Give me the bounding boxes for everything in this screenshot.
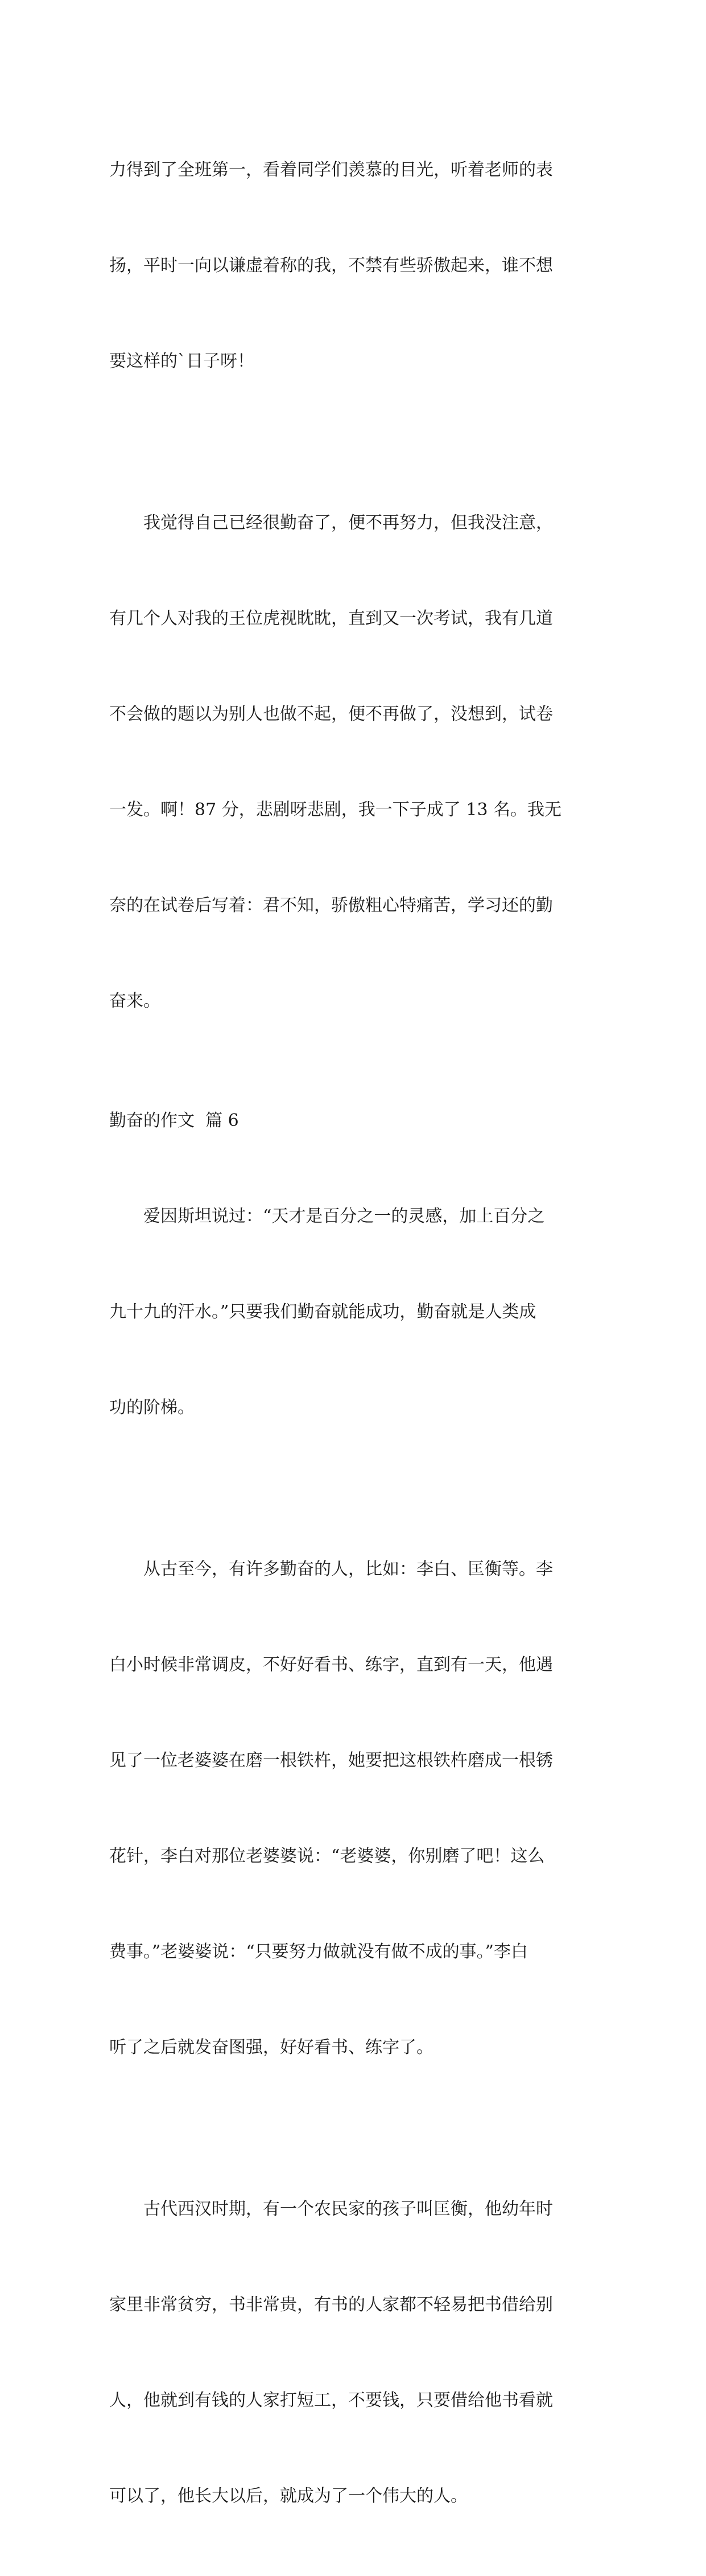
text-line: 费事。”老婆婆说：“只要努力做就没有做不成的事。”李白 — [109, 1942, 529, 1962]
text-line: 有几个人对我的王位虎视眈眈，直到又一次考试，我有几道 — [109, 609, 553, 628]
text-line: 人，他就到有钱的人家打短工，不要钱，只要借给他书看就 — [109, 2390, 553, 2410]
paragraph-kuangheng — [109, 2130, 603, 2576]
text-line: 家里非常贫穷，书非常贵，有书的人家都不轻易把书借给别 — [109, 2295, 553, 2315]
text-line: 听了之后就发奋图强，好好看书、练字了。 — [109, 2037, 433, 2057]
text-line: 要这样的`日子呀！ — [109, 351, 254, 371]
paragraph-continued — [109, 91, 603, 441]
text-line: 不会做的题以为别人也做不起，便不再做了，没想到，试卷 — [109, 704, 553, 724]
paragraph-einstein — [109, 1137, 603, 1488]
text-line: 一发。啊！87 分，悲剧呀悲剧，我一下子成了 13 名。我无 — [109, 800, 562, 820]
text-line: 花针，李白对那位老婆婆说：“老婆婆，你别磨了吧！这么 — [109, 1846, 545, 1866]
text-line: 从古至今，有许多勤奋的人，比如：李白、匡衡等。李 — [109, 1559, 553, 1579]
section-title: 勤奋的作文 篇 6 — [109, 1111, 239, 1131]
paragraph-libai — [109, 1490, 603, 2127]
text-line: 可以了，他长大以后，就成为了一个伟大的人。 — [109, 2486, 468, 2506]
paragraph-lazy — [109, 443, 603, 1081]
document-page — [109, 91, 603, 2576]
text-line: 白小时候非常调皮，不好好看书、练字，直到有一天，他遇 — [109, 1655, 553, 1675]
text-line: 扬，平时一向以谦虚着称的我，不禁有些骄傲起来，谁不想 — [109, 256, 553, 276]
text-line: 奋来。 — [109, 991, 160, 1011]
text-line: 古代西汉时期，有一个农民家的孩子叫匡衡，他幼年时 — [109, 2199, 553, 2219]
text-line: 力得到了全班第一，看着同学们羡慕的目光，听着老师的表 — [109, 160, 553, 180]
text-line: 见了一位老婆婆在磨一根铁杵，她要把这根铁杵磨成一根锈 — [109, 1751, 553, 1770]
text-line: 奈的在试卷后写着：君不知，骄傲粗心特痛苦，学习还的勤 — [109, 895, 553, 915]
text-line: 爱因斯坦说过：“天才是百分之一的灵感，加上百分之 — [109, 1206, 545, 1226]
text-line: 我觉得自己已经很勤奋了，便不再努力，但我没注意， — [109, 513, 553, 533]
text-line: 功的阶梯。 — [109, 1398, 195, 1418]
text-line: 九十九的汗水。”只要我们勤奋就能成功，勤奋就是人类成 — [109, 1302, 536, 1322]
